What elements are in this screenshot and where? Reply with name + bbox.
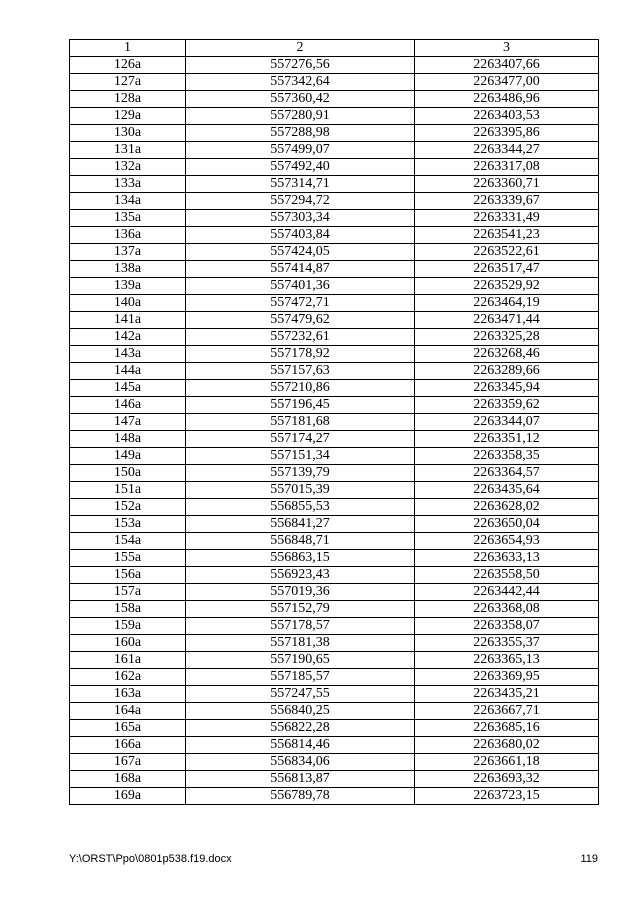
cell-y-coordinate: 2263345,94 xyxy=(415,380,599,397)
cell-point-id: 139a xyxy=(70,278,186,295)
table-row xyxy=(70,210,599,227)
table-row xyxy=(70,448,599,465)
cell-point-id: 135a xyxy=(70,210,186,227)
table-row xyxy=(70,227,599,244)
table-row xyxy=(70,244,599,261)
table-row xyxy=(70,74,599,91)
table-row xyxy=(70,397,599,414)
cell-y-coordinate: 2263650,04 xyxy=(415,516,599,533)
cell-point-id: 159a xyxy=(70,618,186,635)
table-row xyxy=(70,550,599,567)
cell-x-coordinate: 557174,27 xyxy=(186,431,415,448)
cell-x-coordinate: 556841,27 xyxy=(186,516,415,533)
cell-y-coordinate: 2263344,07 xyxy=(415,414,599,431)
cell-y-coordinate: 2263558,50 xyxy=(415,567,599,584)
cell-x-coordinate: 557185,57 xyxy=(186,669,415,686)
cell-y-coordinate: 2263628,02 xyxy=(415,499,599,516)
cell-point-id: 144a xyxy=(70,363,186,380)
cell-x-coordinate: 557019,36 xyxy=(186,584,415,601)
cell-y-coordinate: 2263358,35 xyxy=(415,448,599,465)
table-row xyxy=(70,499,599,516)
cell-point-id: 141a xyxy=(70,312,186,329)
cell-y-coordinate: 2263685,16 xyxy=(415,720,599,737)
cell-point-id: 154a xyxy=(70,533,186,550)
table-body xyxy=(70,57,599,805)
table-row xyxy=(70,686,599,703)
cell-point-id: 133a xyxy=(70,176,186,193)
cell-x-coordinate: 557294,72 xyxy=(186,193,415,210)
table-row xyxy=(70,380,599,397)
cell-x-coordinate: 557342,64 xyxy=(186,74,415,91)
cell-x-coordinate: 556822,28 xyxy=(186,720,415,737)
cell-y-coordinate: 2263529,92 xyxy=(415,278,599,295)
table-row xyxy=(70,278,599,295)
cell-y-coordinate: 2263477,00 xyxy=(415,74,599,91)
cell-x-coordinate: 557424,05 xyxy=(186,244,415,261)
cell-x-coordinate: 557196,45 xyxy=(186,397,415,414)
cell-x-coordinate: 557210,86 xyxy=(186,380,415,397)
cell-x-coordinate: 557181,68 xyxy=(186,414,415,431)
cell-x-coordinate: 557280,91 xyxy=(186,108,415,125)
cell-point-id: 150a xyxy=(70,465,186,482)
cell-x-coordinate: 557178,57 xyxy=(186,618,415,635)
cell-x-coordinate: 557232,61 xyxy=(186,329,415,346)
table-row xyxy=(70,737,599,754)
table-row xyxy=(70,516,599,533)
cell-point-id: 164a xyxy=(70,703,186,720)
cell-y-coordinate: 2263359,62 xyxy=(415,397,599,414)
cell-point-id: 145a xyxy=(70,380,186,397)
cell-y-coordinate: 2263693,32 xyxy=(415,771,599,788)
cell-y-coordinate: 2263407,66 xyxy=(415,57,599,74)
cell-point-id: 134a xyxy=(70,193,186,210)
cell-x-coordinate: 557492,40 xyxy=(186,159,415,176)
cell-point-id: 160a xyxy=(70,635,186,652)
cell-y-coordinate: 2263331,49 xyxy=(415,210,599,227)
column-header-point: 1 xyxy=(70,40,186,57)
table-row xyxy=(70,465,599,482)
table-row xyxy=(70,431,599,448)
cell-x-coordinate: 556813,87 xyxy=(186,771,415,788)
table-row xyxy=(70,346,599,363)
cell-point-id: 136a xyxy=(70,227,186,244)
cell-y-coordinate: 2263403,53 xyxy=(415,108,599,125)
cell-y-coordinate: 2263369,95 xyxy=(415,669,599,686)
cell-y-coordinate: 2263364,57 xyxy=(415,465,599,482)
table-row xyxy=(70,142,599,159)
cell-y-coordinate: 2263517,47 xyxy=(415,261,599,278)
cell-point-id: 148a xyxy=(70,431,186,448)
cell-x-coordinate: 557151,34 xyxy=(186,448,415,465)
table-row xyxy=(70,720,599,737)
coordinates-table xyxy=(69,39,599,805)
table-row xyxy=(70,159,599,176)
cell-y-coordinate: 2263289,66 xyxy=(415,363,599,380)
cell-point-id: 165a xyxy=(70,720,186,737)
table-row xyxy=(70,363,599,380)
cell-x-coordinate: 557303,34 xyxy=(186,210,415,227)
table-row xyxy=(70,567,599,584)
cell-point-id: 156a xyxy=(70,567,186,584)
cell-point-id: 147a xyxy=(70,414,186,431)
cell-point-id: 146a xyxy=(70,397,186,414)
cell-y-coordinate: 2263339,67 xyxy=(415,193,599,210)
footer-file-path: Y:\ORST\Ppo\0801p538.f19.docx xyxy=(69,853,232,865)
cell-y-coordinate: 2263541,23 xyxy=(415,227,599,244)
cell-y-coordinate: 2263464,19 xyxy=(415,295,599,312)
cell-x-coordinate: 557499,07 xyxy=(186,142,415,159)
cell-y-coordinate: 2263486,96 xyxy=(415,91,599,108)
table-row xyxy=(70,788,599,805)
table-row xyxy=(70,771,599,788)
table-row xyxy=(70,618,599,635)
cell-point-id: 158a xyxy=(70,601,186,618)
cell-x-coordinate: 556855,53 xyxy=(186,499,415,516)
cell-y-coordinate: 2263351,12 xyxy=(415,431,599,448)
cell-y-coordinate: 2263368,08 xyxy=(415,601,599,618)
table-header xyxy=(70,40,599,57)
cell-y-coordinate: 2263654,93 xyxy=(415,533,599,550)
table-row xyxy=(70,754,599,771)
cell-y-coordinate: 2263360,71 xyxy=(415,176,599,193)
cell-point-id: 130a xyxy=(70,125,186,142)
cell-x-coordinate: 557276,56 xyxy=(186,57,415,74)
cell-point-id: 131a xyxy=(70,142,186,159)
cell-point-id: 169a xyxy=(70,788,186,805)
cell-y-coordinate: 2263344,27 xyxy=(415,142,599,159)
cell-x-coordinate: 556848,71 xyxy=(186,533,415,550)
cell-y-coordinate: 2263442,44 xyxy=(415,584,599,601)
table-row xyxy=(70,584,599,601)
cell-y-coordinate: 2263661,18 xyxy=(415,754,599,771)
table-row xyxy=(70,57,599,74)
cell-point-id: 161a xyxy=(70,652,186,669)
column-header-y: 3 xyxy=(415,40,599,57)
cell-x-coordinate: 556863,15 xyxy=(186,550,415,567)
column-header-x: 2 xyxy=(186,40,415,57)
cell-point-id: 129a xyxy=(70,108,186,125)
cell-y-coordinate: 2263522,61 xyxy=(415,244,599,261)
cell-y-coordinate: 2263365,13 xyxy=(415,652,599,669)
header-row xyxy=(70,40,599,57)
table-row xyxy=(70,312,599,329)
table-row xyxy=(70,108,599,125)
cell-x-coordinate: 557403,84 xyxy=(186,227,415,244)
footer-page-number: 119 xyxy=(580,853,598,865)
cell-point-id: 126a xyxy=(70,57,186,74)
cell-point-id: 127a xyxy=(70,74,186,91)
cell-x-coordinate: 557190,65 xyxy=(186,652,415,669)
table-row xyxy=(70,295,599,312)
cell-x-coordinate: 556923,43 xyxy=(186,567,415,584)
cell-point-id: 151a xyxy=(70,482,186,499)
cell-x-coordinate: 557178,92 xyxy=(186,346,415,363)
table-row xyxy=(70,669,599,686)
cell-point-id: 137a xyxy=(70,244,186,261)
table-row xyxy=(70,601,599,618)
cell-point-id: 152a xyxy=(70,499,186,516)
table-row xyxy=(70,193,599,210)
cell-x-coordinate: 557152,79 xyxy=(186,601,415,618)
cell-x-coordinate: 557479,62 xyxy=(186,312,415,329)
cell-x-coordinate: 557414,87 xyxy=(186,261,415,278)
cell-point-id: 163a xyxy=(70,686,186,703)
cell-x-coordinate: 557015,39 xyxy=(186,482,415,499)
cell-point-id: 149a xyxy=(70,448,186,465)
cell-y-coordinate: 2263268,46 xyxy=(415,346,599,363)
cell-y-coordinate: 2263358,07 xyxy=(415,618,599,635)
table-row xyxy=(70,329,599,346)
cell-point-id: 140a xyxy=(70,295,186,312)
table-row xyxy=(70,91,599,108)
cell-point-id: 142a xyxy=(70,329,186,346)
cell-y-coordinate: 2263355,37 xyxy=(415,635,599,652)
cell-x-coordinate: 556834,06 xyxy=(186,754,415,771)
table-row xyxy=(70,703,599,720)
cell-x-coordinate: 557360,42 xyxy=(186,91,415,108)
cell-y-coordinate: 2263395,86 xyxy=(415,125,599,142)
cell-x-coordinate: 556840,25 xyxy=(186,703,415,720)
cell-x-coordinate: 557472,71 xyxy=(186,295,415,312)
cell-point-id: 166a xyxy=(70,737,186,754)
cell-y-coordinate: 2263723,15 xyxy=(415,788,599,805)
cell-point-id: 138a xyxy=(70,261,186,278)
cell-x-coordinate: 556814,46 xyxy=(186,737,415,754)
table-row xyxy=(70,176,599,193)
cell-y-coordinate: 2263435,21 xyxy=(415,686,599,703)
cell-point-id: 168a xyxy=(70,771,186,788)
cell-x-coordinate: 557139,79 xyxy=(186,465,415,482)
cell-y-coordinate: 2263667,71 xyxy=(415,703,599,720)
cell-y-coordinate: 2263633,13 xyxy=(415,550,599,567)
table-row xyxy=(70,482,599,499)
table-row xyxy=(70,414,599,431)
cell-point-id: 153a xyxy=(70,516,186,533)
cell-x-coordinate: 557288,98 xyxy=(186,125,415,142)
cell-point-id: 162a xyxy=(70,669,186,686)
table-row xyxy=(70,125,599,142)
cell-x-coordinate: 557314,71 xyxy=(186,176,415,193)
table-row xyxy=(70,533,599,550)
cell-y-coordinate: 2263325,28 xyxy=(415,329,599,346)
cell-y-coordinate: 2263680,02 xyxy=(415,737,599,754)
cell-point-id: 155a xyxy=(70,550,186,567)
cell-y-coordinate: 2263435,64 xyxy=(415,482,599,499)
cell-x-coordinate: 557247,55 xyxy=(186,686,415,703)
cell-point-id: 157a xyxy=(70,584,186,601)
cell-point-id: 132a xyxy=(70,159,186,176)
cell-x-coordinate: 556789,78 xyxy=(186,788,415,805)
cell-x-coordinate: 557401,36 xyxy=(186,278,415,295)
cell-y-coordinate: 2263471,44 xyxy=(415,312,599,329)
cell-point-id: 128a xyxy=(70,91,186,108)
cell-x-coordinate: 557157,63 xyxy=(186,363,415,380)
cell-x-coordinate: 557181,38 xyxy=(186,635,415,652)
table-row xyxy=(70,635,599,652)
cell-point-id: 167a xyxy=(70,754,186,771)
cell-y-coordinate: 2263317,08 xyxy=(415,159,599,176)
cell-point-id: 143a xyxy=(70,346,186,363)
table-row xyxy=(70,261,599,278)
table-row xyxy=(70,652,599,669)
